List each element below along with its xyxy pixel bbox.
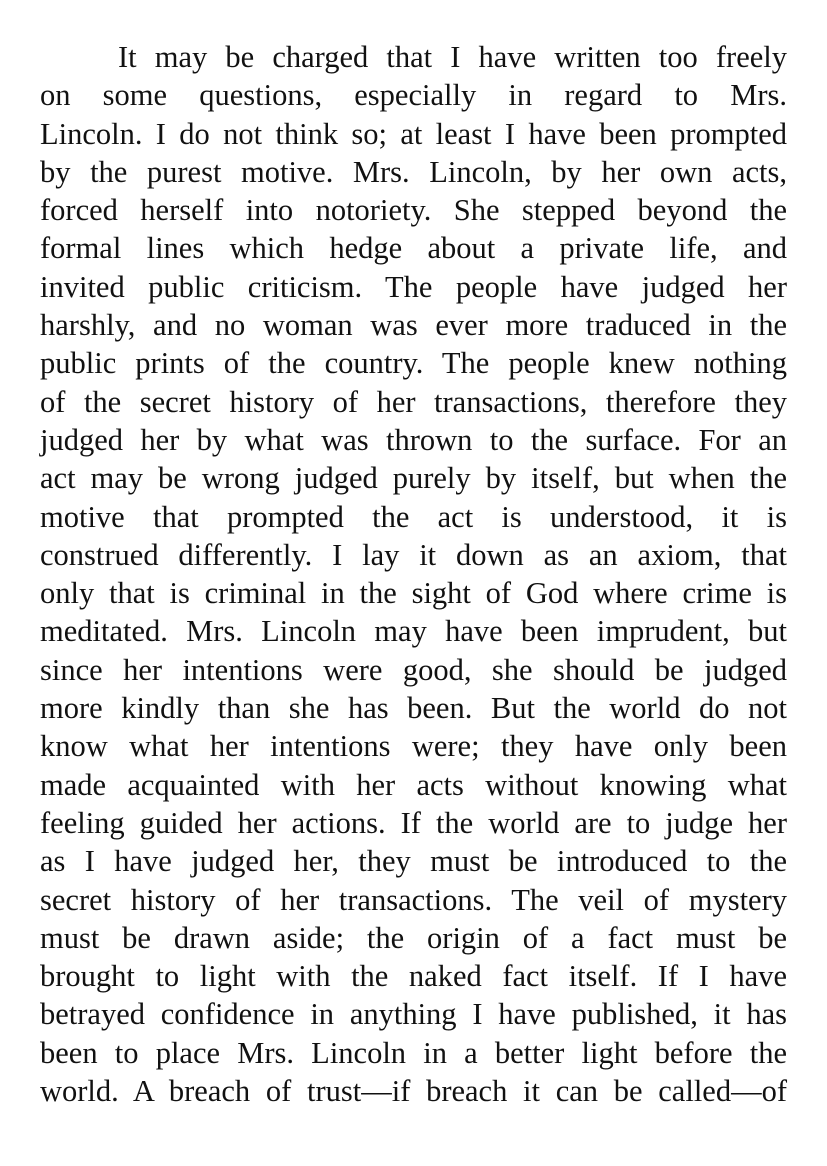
text-line: public prints of the country. The people knew nothing — [40, 346, 787, 381]
document-page — [40, 38, 787, 1110]
body-paragraph — [40, 38, 787, 1110]
text-line: by the purest motive. Mrs. Lincoln, by her own acts, — [40, 154, 787, 189]
text-line: brought to light with the naked fact itself. If I have — [40, 959, 787, 994]
text-line: must be drawn aside; the origin of a fact must be — [40, 920, 787, 955]
text-line: construed differently. I lay it down as an axiom, that — [40, 537, 787, 572]
text-line: act may be wrong judged purely by itself, but when the — [40, 461, 787, 496]
text-line: know what her intentions were; they have only been — [40, 729, 787, 764]
text-line: secret history of her transactions. The veil of mystery — [40, 882, 787, 917]
text-line: of the secret history of her transactions, therefore they — [40, 384, 787, 419]
text-line: feeling guided her actions. If the world are to judge her — [40, 805, 787, 840]
text-line: It may be charged that I have written too freely — [118, 40, 787, 74]
text-line: made acquainted with her acts without knowing what — [40, 767, 787, 802]
text-line: only that is criminal in the sight of God where crime is — [40, 576, 787, 611]
text-line: as I have judged her, they must be introduced to the — [40, 844, 787, 879]
text-line: betrayed confidence in anything I have published, it has — [40, 997, 787, 1032]
text-line: on some questions, especially in regard to Mrs. — [40, 78, 787, 113]
text-line: judged her by what was thrown to the surface. For an — [40, 422, 787, 457]
text-line: been to place Mrs. Lincoln in a better light before the — [40, 1035, 787, 1070]
text-line: Lincoln. I do not think so; at least I have been prompted — [40, 116, 787, 151]
text-line: since her intentions were good, she should be judged — [40, 652, 787, 687]
text-line: motive that prompted the act is understood, it is — [40, 499, 787, 534]
text-line: world. A breach of trust—if breach it can be called—of — [40, 1074, 787, 1109]
text-line: forced herself into notoriety. She stepped beyond the — [40, 193, 787, 228]
text-line: invited public criticism. The people have judged her — [40, 269, 787, 304]
text-line: harshly, and no woman was ever more traduced in the — [40, 308, 787, 343]
text-line: formal lines which hedge about a private life, and — [40, 231, 787, 266]
text-line: more kindly than she has been. But the world do not — [40, 691, 787, 726]
text-line: meditated. Mrs. Lincoln may have been imprudent, but — [40, 614, 787, 649]
